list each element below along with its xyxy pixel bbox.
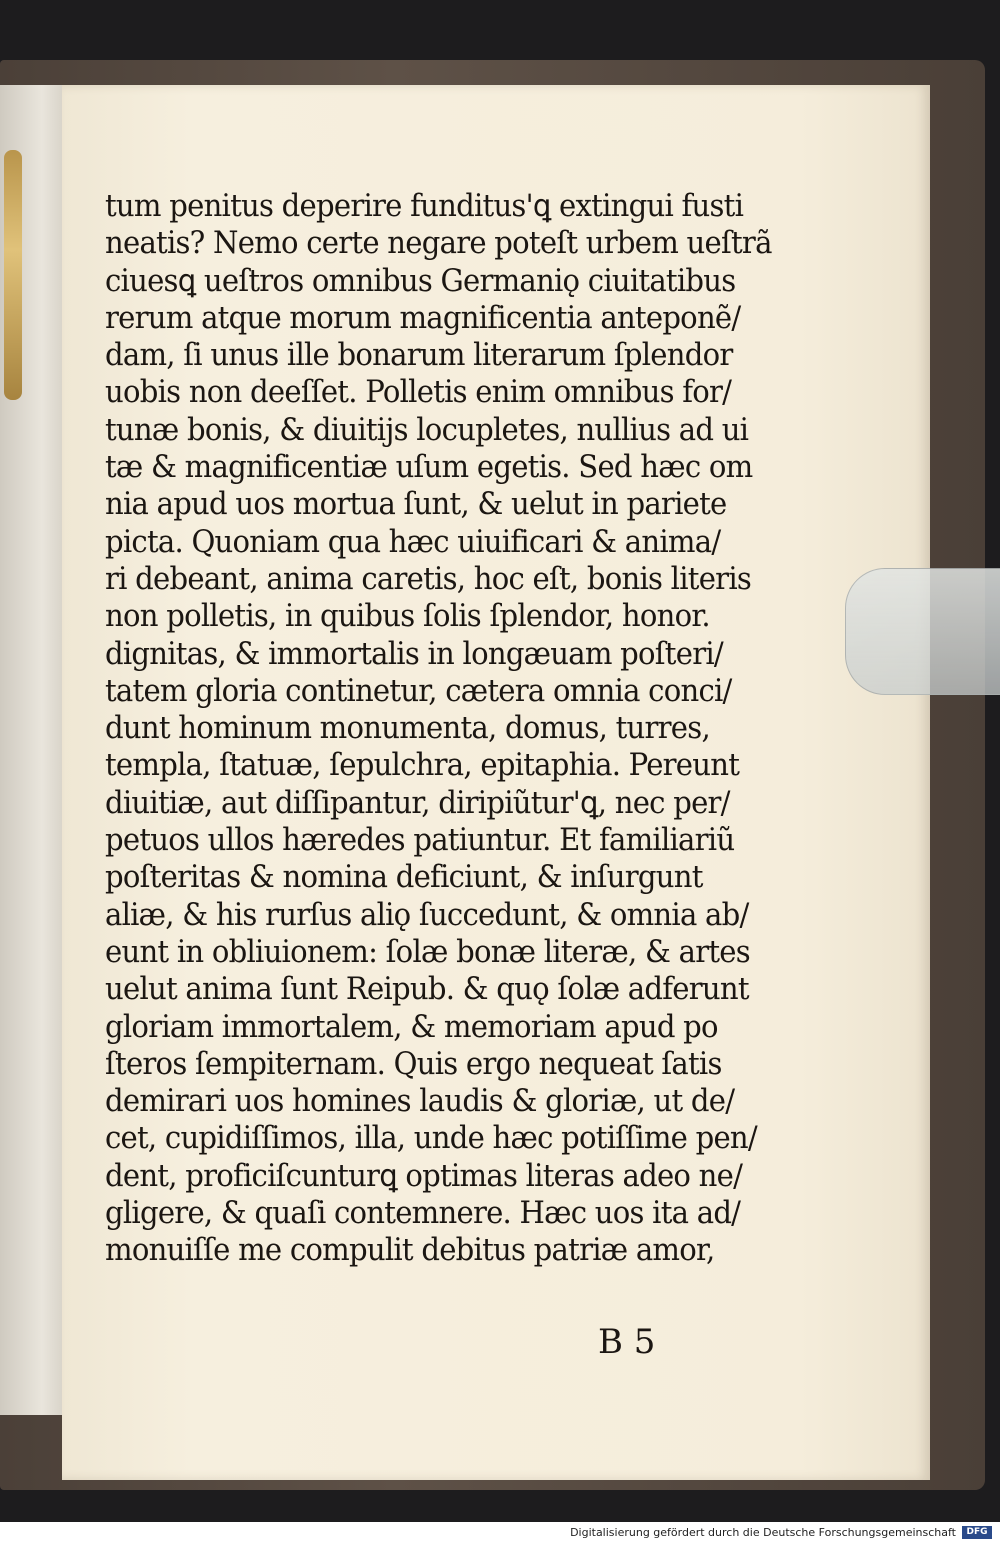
text-line: nia apud uos mortua ſunt, & uelut in pariete — [105, 487, 727, 523]
text-line: ri debeant, anima caretis, hoc eſt, bonis literis — [105, 561, 752, 597]
text-line: demirari uos homines laudis & gloriæ, ut de/ — [105, 1084, 735, 1120]
text-line: tæ & magnificentiæ uſum egetis. Sed hæc om — [105, 450, 753, 486]
text-line: uelut anima ſunt Reipub. & quǫ ſolæ adferunt — [105, 972, 749, 1008]
text-line: petuos ullos hæredes patiuntur. Et familiariũ — [105, 823, 735, 859]
footer-bar — [0, 1522, 1000, 1543]
text-line: aliæ, & his rurſus aliǫ ſuccedunt, & omnia ab/ — [105, 897, 749, 933]
dfg-logo: DFG — [962, 1526, 992, 1539]
text-line: ciuesꝗ ueſtros omnibus Germaniǫ ciuitatibus — [105, 263, 736, 299]
text-line: non polletis, in quibus ſolis ſplendor, honor. — [105, 599, 710, 635]
page-text — [105, 188, 805, 1270]
footer-credit: Digitalisierung gefördert durch die Deutsche Forschungsgemeinschaft — [570, 1526, 956, 1539]
text-line: tum penitus deperire funditus'ꝗ extingui fusti — [105, 189, 744, 224]
text-line: eunt in obliuionem: ſolæ bonæ literæ, & artes — [105, 934, 750, 970]
text-line: dam, ſi unus ille bonarum literarum ſplendor — [105, 338, 733, 374]
text-line: gloriam immortalem, & memoriam apud po — [105, 1009, 718, 1045]
bleed-through — [105, 1318, 112, 1343]
text-line: dignitas, & immortalis in longæuam poſteri/ — [105, 636, 723, 672]
text-line: uobis non deeſſet. Polletis enim omnibus for/ — [105, 375, 732, 411]
bookmark-tab — [845, 568, 1000, 695]
text-line: cet, cupidiſſimos, illa, unde hæc potiſſime pen/ — [105, 1121, 757, 1157]
text-line: neatis? Nemo certe negare poteſt urbem ueſtrã — [105, 226, 772, 262]
text-line: dunt hominum monumenta, domus, turres, — [105, 711, 710, 747]
text-line: tunæ bonis, & diuitijs locupletes, nullius ad ui — [105, 412, 749, 448]
text-line: dent, proficiſcunturꝗ optimas literas adeo ne/ — [105, 1158, 743, 1194]
text-line: rerum atque morum magnificentia anteponẽ/ — [105, 300, 741, 336]
gilt-edge — [4, 150, 22, 400]
text-line: templa, ſtatuæ, ſepulchra, epitaphia. Pereunt — [105, 748, 740, 784]
text-line: monuiſſe me compulit debitus patriæ amor, — [105, 1233, 715, 1269]
text-line: ſteros ſempiternam. Quis ergo nequeat ſatis — [105, 1046, 722, 1082]
text-line: diuitiæ, aut diſſipantur, diripiũtur'ꝗ, nec per/ — [105, 785, 730, 821]
text-line: tatem gloria continetur, cætera omnia conci/ — [105, 673, 732, 709]
text-line: picta. Quoniam qua hæc uiuificari & anima/ — [105, 524, 721, 560]
signature-mark: B 5 — [598, 1322, 656, 1362]
text-line: poſteritas & nomina deficiunt, & inſurgunt — [105, 860, 703, 896]
text-line: gligere, & quaſi contemnere. Hæc uos ita ad/ — [105, 1196, 741, 1232]
